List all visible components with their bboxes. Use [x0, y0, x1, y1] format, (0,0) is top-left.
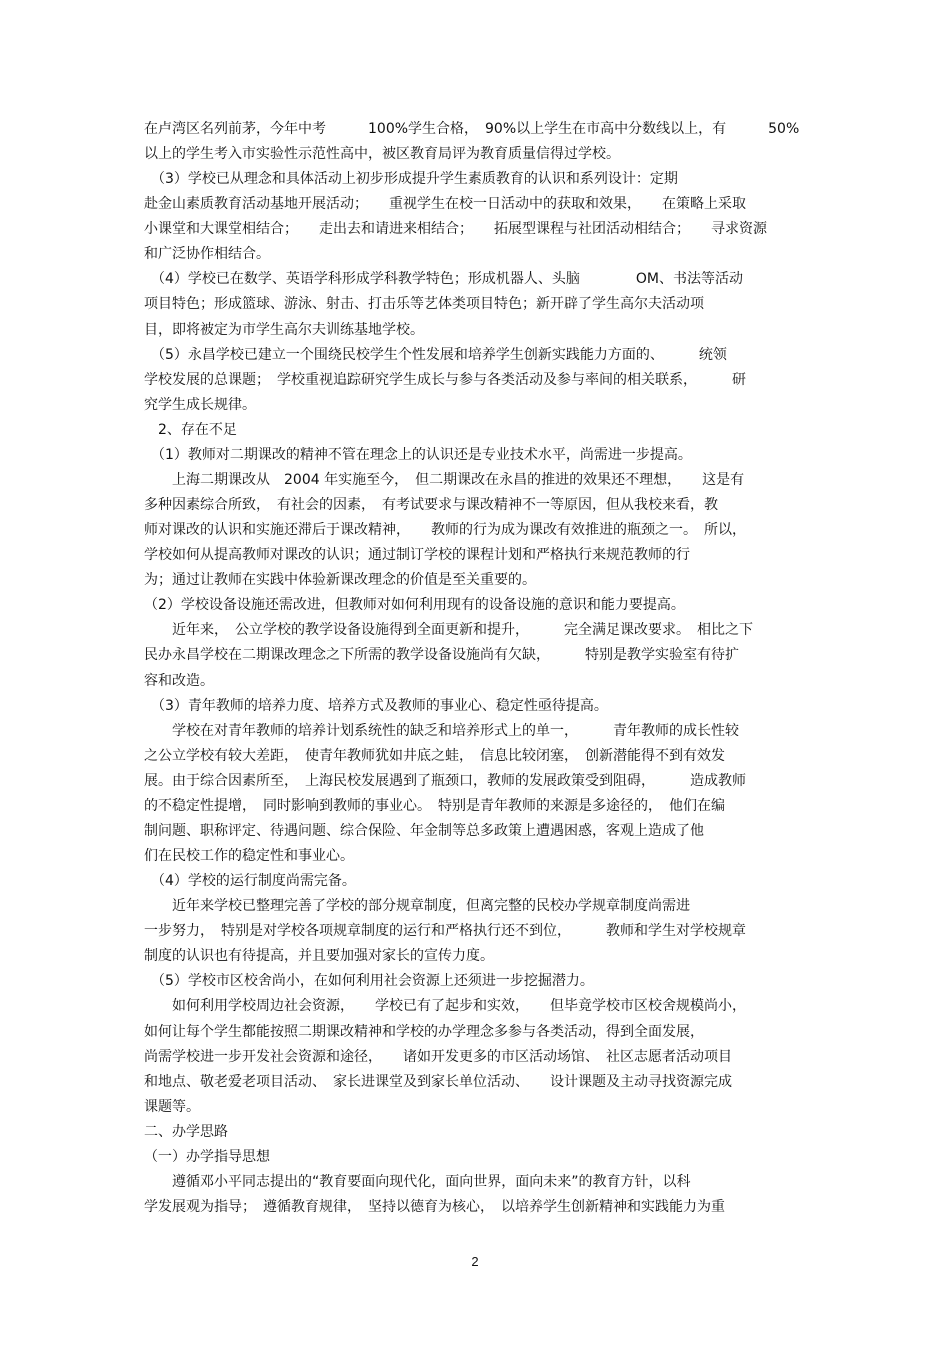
text-line: 二、办学思路: [144, 1123, 228, 1140]
text-line: 如何利用学校周边社会资源， 学校已有了起步和实效， 但毕竟学校市区校舍规模尚小，: [144, 998, 746, 1015]
text-line: （5）永昌学校已建立一个围绕民校学生个性发展和培养学生创新实践能力方面的、 统领: [144, 346, 727, 363]
text-line: 们在民校工作的稳定性和事业心。: [144, 848, 354, 865]
text-line: （1）教师对二期课改的精神不管在理念上的认识还是专业技术水平，尚需进一步提高。: [144, 446, 692, 463]
text-line: 一步努力， 特别是对学校各项规章制度的运行和严格执行还不到位， 教师和学生对学校规章: [144, 923, 746, 940]
text-line: 展。由于综合因素所至， 上海民校发展遇到了瓶颈口，教师的发展政策受到阻碍， 造成教师: [144, 772, 746, 789]
text-line: 近年来学校已整理完善了学校的部分规章制度，但离完整的民校办学规章制度尚需进: [144, 898, 690, 915]
text-line: 制度的认识也有待提高，并且要加强对家长的宣传力度。: [144, 948, 494, 965]
text-line: 学发展观为指导； 遵循教育规律， 坚持以德育为核心， 以培养学生创新精神和实践能力为重: [144, 1199, 725, 1215]
text-line: 之公立学校有较大差距， 使青年教师犹如井底之蛙， 信息比较闭塞， 创新潜能得不到有效发: [144, 747, 725, 764]
text-line: （3）学校已从理念和具体活动上初步形成提升学生素质教育的认识和系列设计：定期: [144, 171, 678, 188]
text-line: 学校在对青年教师的培养计划系统性的缺乏和培养形式上的单一， 青年教师的成长性较: [144, 722, 739, 739]
text-line: 制问题、职称评定、待遇问题、综合保险、年金制等总多政策上遭遇困惑，客观上造成了他: [144, 822, 704, 839]
page-number: 2: [471, 1254, 479, 1269]
text-line: 学校如何从提高教师对课改的认识；通过制订学校的课程计划和严格执行来规范教师的行: [144, 547, 690, 564]
text-line: 和地点、敬老爱老项目活动、 家长进课堂及到家长单位活动、 设计课题及主动寻找资源完成: [144, 1073, 732, 1090]
text-line: 如何让每个学生都能按照二期课改精神和学校的办学理念多参与各类活动，得到全面发展，: [144, 1023, 704, 1040]
text-line: 以上的学生考入市实验性示范性高中，被区教育局评为教育质量信得过学校。: [144, 146, 620, 163]
text-line: 项目特色；形成篮球、游泳、射击、打击乐等艺体类项目特色；新开辟了学生高尔夫活动项: [144, 296, 704, 313]
text-line: 容和改造。: [144, 672, 214, 689]
text-line: （4）学校已在数学、英语学科形成学科教学特色；形成机器人、头脑 OM、书法等活动: [144, 271, 744, 288]
text-line: 上海二期课改从 2004 年实施至今， 但二期课改在永昌的推进的效果还不理想， 这是有: [144, 471, 745, 488]
text-line: 尚需学校进一步开发社会资源和途径， 诸如开发更多的市区活动场馆、 社区志愿者活动项目: [144, 1048, 732, 1065]
text-line: 学校发展的总课题； 学校重视追踪研究学生成长与参与各类活动及参与率间的相关联系， 研: [144, 371, 746, 388]
text-line: 小课堂和大课堂相结合； 走出去和请进来相结合； 拓展型课程与社团活动相结合； 寻求资源: [144, 221, 767, 238]
text-line: 的不稳定性提增， 同时影响到教师的事业心。 特别是青年教师的来源是多途径的， 他们在编: [144, 797, 725, 814]
text-line: （2）学校设备设施还需改进，但教师对如何利用现有的设备设施的意识和能力要提高。: [144, 597, 685, 614]
text-line: 民办永昌学校在二期课改理念之下所需的教学设备设施尚有欠缺， 特别是教学实验室有待扩: [144, 647, 739, 664]
text-line: 在卢湾区名列前茅，今年中考 100%学生合格， 90%以上学生在市高中分数线以上，有 50%: [144, 121, 800, 137]
text-line: 2、存在不足: [144, 421, 237, 438]
text-line: 多种因素综合所致， 有社会的因素， 有考试要求与课改精神不一等原因，但从我校来看，教: [144, 497, 718, 514]
text-line: （4）学校的运行制度尚需完备。: [144, 873, 356, 890]
text-line: 赴金山素质教育活动基地开展活动； 重视学生在校一日活动中的获取和效果， 在策略上采取: [144, 196, 746, 213]
text-line: 近年来， 公立学校的教学设备设施得到全面更新和提升， 完全满足课改要求。 相比之下: [144, 622, 753, 639]
text-line: 课题等。: [144, 1098, 200, 1115]
text-line: 为；通过让教师在实践中体验新课改理念的价值是至关重要的。: [144, 572, 536, 589]
text-line: 和广泛协作相结合。: [144, 246, 270, 263]
text-line: （一）办学指导思想: [144, 1148, 270, 1165]
text-line: 遵循邓小平同志提出的“教育要面向现代化，面向世界，面向未来”的教育方针，以科: [144, 1173, 691, 1190]
text-line: 目，即将被定为市学生高尔夫训练基地学校。: [144, 321, 424, 338]
text-line: （5）学校市区校舍尚小，在如何利用社会资源上还须进一步挖掘潜力。: [144, 973, 594, 990]
text-line: 究学生成长规律。: [144, 396, 256, 413]
text-line: 师对课改的认识和实施还滞后于课改精神， 教师的行为成为课改有效推进的瓶颈之一。 所以，: [144, 522, 746, 539]
text-line: （3）青年教师的培养力度、培养方式及教师的事业心、稳定性亟待提高。: [144, 697, 608, 714]
